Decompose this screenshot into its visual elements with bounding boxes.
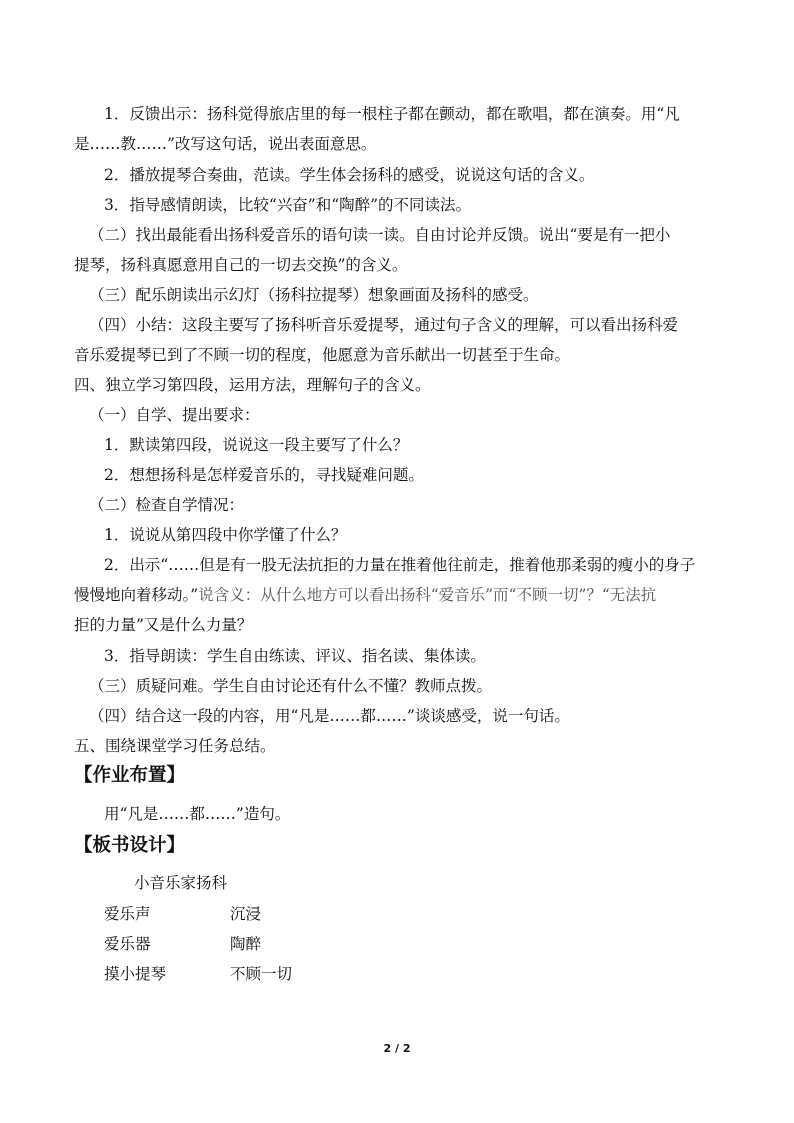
section-heading: 四、独立学习第四段，运用方法，理解句子的含义。 (74, 376, 431, 394)
board-row (104, 959, 293, 989)
board-right: 陶醉 (230, 935, 262, 953)
text-line: （三）质疑问难。学生自由讨论还有什么不懂？教师点拨。 (89, 677, 493, 695)
text-line: 拒的力量”又是什么力量？ (74, 616, 253, 634)
text-line: （三）配乐朗读出示幻灯（扬科拉提琴）想象画面及扬科的感受。 (89, 286, 539, 304)
board-left: 爱乐器 (104, 935, 151, 953)
text-line: （四）小结：这段主要写了扬科听音乐爱提琴，通过句子含义的理解，可以看出扬科爱 (89, 316, 679, 334)
text-line: （二）找出最能看出扬科爱音乐的语句读一读。自由讨论并反馈。说出“要是有一把小 (89, 226, 671, 244)
board-design-heading: 【板书设计】 (74, 835, 186, 856)
board-right: 不顾一切 (230, 965, 293, 983)
board-row (104, 899, 262, 929)
homework-text: 用“凡是……都……”造句。 (104, 805, 291, 823)
board-row (104, 929, 262, 959)
board-right: 沉浸 (230, 905, 262, 923)
board-left: 摸小提琴 (104, 965, 167, 983)
text-line: 1．说说从第四段中你学懂了什么？ (104, 526, 347, 544)
section-heading: 五、围绕课堂学习任务总结。 (74, 737, 276, 755)
text-line: 2．想想扬科是怎样爱音乐的，寻找疑难问题。 (104, 466, 424, 484)
text-line: 2．播放提琴合奏曲，范读。学生体会扬科的感受，说说这句话的含义。 (104, 166, 595, 184)
text-line: 是……教……”改写这句话，说出表面意思。 (74, 135, 377, 153)
text-line: 1．默读第四段，说说这一段主要写了什么？ (104, 436, 409, 454)
text-line (74, 580, 724, 610)
quote-text: 慢慢地向着移动。” (74, 586, 199, 604)
board-title: 小音乐家扬科 (134, 874, 228, 892)
text-line: 音乐爱提琴已到了不顾一切的程度，他愿意为音乐献出一切甚至于生命。 (74, 346, 571, 364)
text-line: （四）结合这一段的内容，用“凡是……都……”谈谈感受，说一句话。 (89, 707, 570, 725)
homework-heading: 【作业布置】 (74, 765, 186, 786)
text-line: 3．指导感情朗读，比较“兴奋”和“陶醉”的不同读法。 (104, 196, 472, 214)
text-line: 1．反馈出示：扬科觉得旅店里的每一根柱子都在颤动，都在歌唱，都在演奏。用“凡 (104, 105, 680, 123)
text-line: （二）检查自学情况： (89, 496, 245, 514)
board-left: 爱乐声 (104, 905, 151, 923)
text-line: 2．出示“……但是有一股无法抗拒的力量在推着他往前走，推着他那柔弱的瘦小的身子 (104, 556, 696, 574)
explanation-text: 说含义：从什么地方可以看出扬科“爱音乐”而“不顾一切”？“无法抗 (198, 586, 657, 604)
text-line: （一）自学、提出要求： (89, 406, 260, 424)
page-number: 2 / 2 (383, 1042, 411, 1055)
text-line: 提琴，扬科真愿意用自己的一切去交换”的含义。 (74, 256, 408, 274)
text-line: 3．指导朗读：学生自由练读、评议、指名读、集体读。 (104, 647, 486, 665)
